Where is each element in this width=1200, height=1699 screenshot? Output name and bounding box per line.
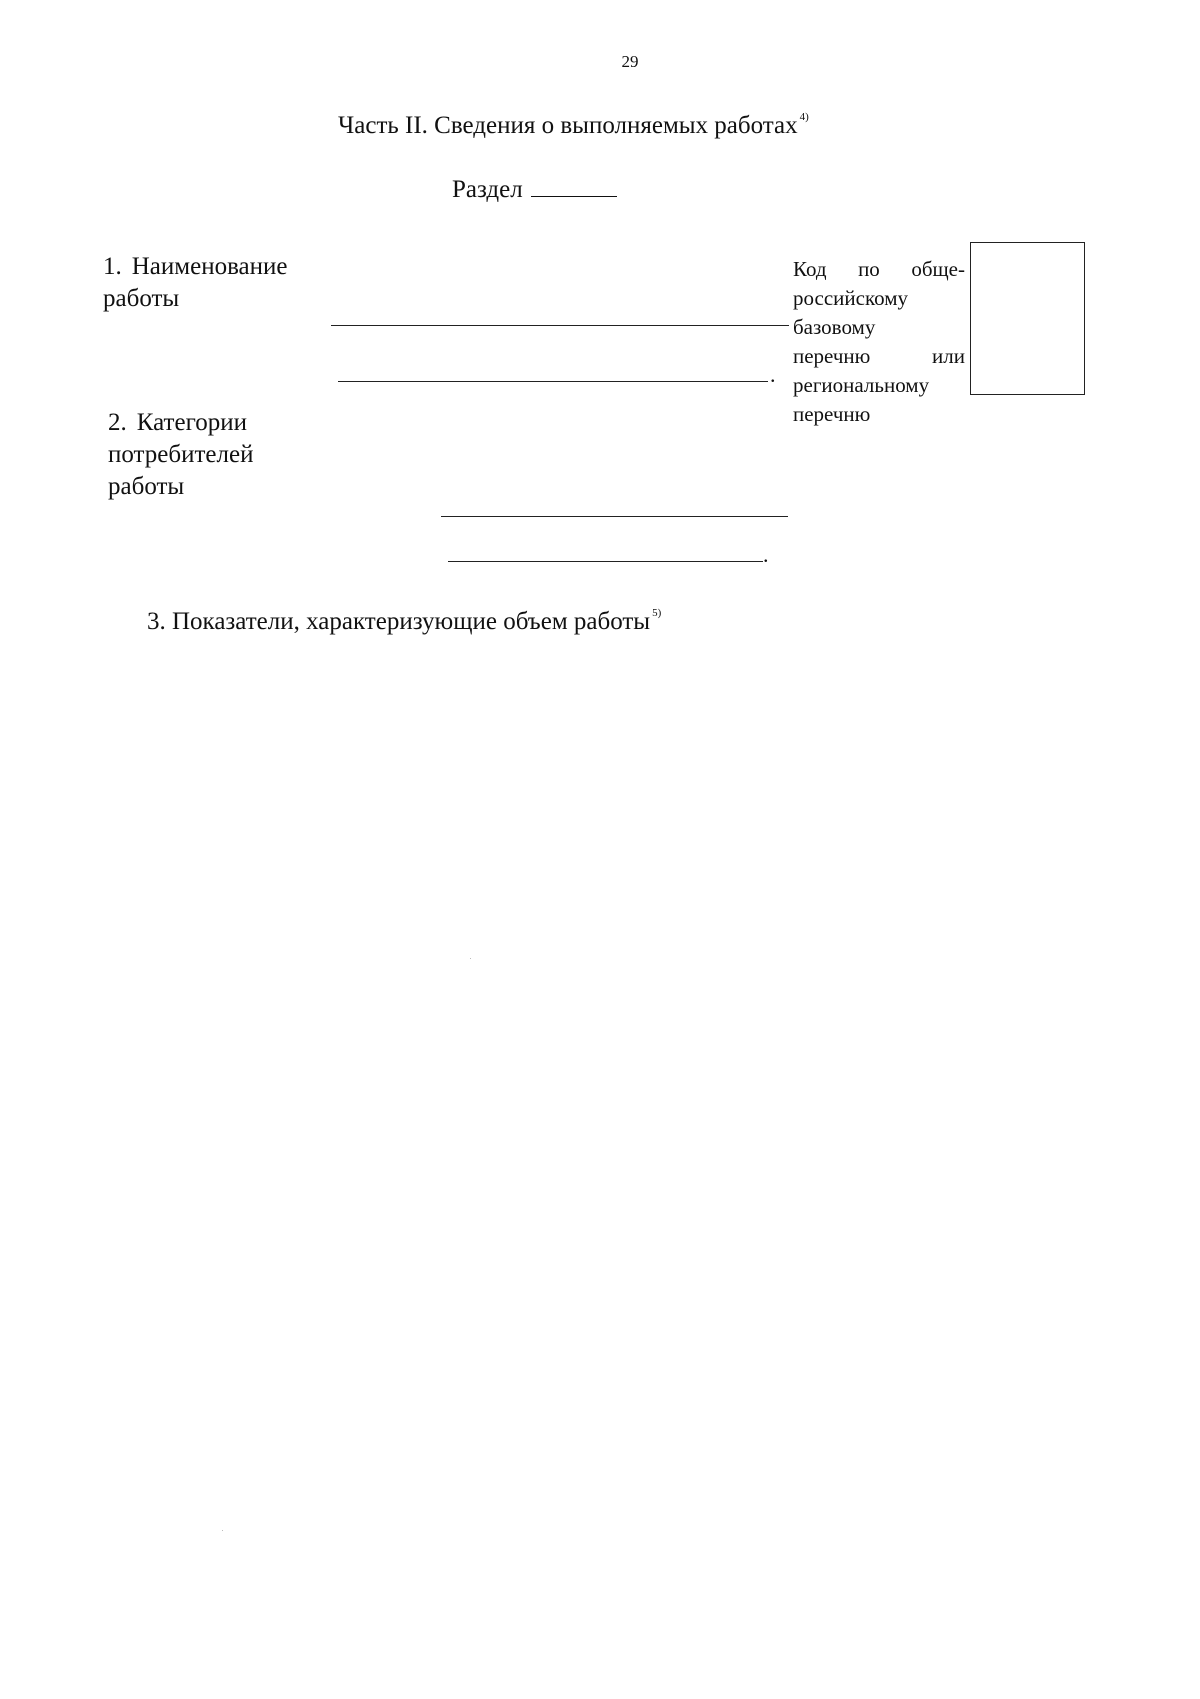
code-label-line5: региональному bbox=[793, 373, 930, 397]
work-name-end-mark: . bbox=[770, 362, 776, 387]
code-label-line6: перечню bbox=[793, 402, 871, 426]
consumer-categories-line2: потребителей bbox=[108, 441, 254, 468]
consumer-fill-line-2[interactable] bbox=[448, 561, 763, 562]
consumer-end-mark: . bbox=[763, 542, 769, 567]
consumer-fill-line-1[interactable] bbox=[441, 516, 788, 517]
consumer-categories-number: 2. bbox=[108, 409, 127, 436]
scan-speck bbox=[222, 1530, 223, 1531]
volume-indicators-footnote: 5) bbox=[652, 606, 662, 619]
consumer-categories-line3: работы bbox=[108, 473, 185, 500]
section-heading bbox=[452, 176, 617, 204]
code-label-line1: Код по обще- bbox=[793, 257, 965, 281]
part-title bbox=[338, 112, 809, 140]
section-number-blank[interactable] bbox=[531, 178, 617, 197]
section-label: Раздел bbox=[452, 176, 523, 203]
code-label-line2: российскому bbox=[793, 286, 908, 310]
work-name-label-line1: Наименование bbox=[131, 253, 288, 280]
volume-indicators-text: 3. Показатели, характеризующие объем работы bbox=[147, 608, 651, 635]
work-name-fill-line-2[interactable] bbox=[338, 381, 768, 382]
work-name-fill-line-1[interactable] bbox=[331, 325, 789, 326]
part-title-footnote: 4) bbox=[799, 110, 809, 123]
code-label-line4: перечню или bbox=[793, 344, 965, 368]
code-label-line3: базовому bbox=[793, 315, 876, 339]
code-label bbox=[793, 255, 965, 429]
part-title-text: Часть II. Сведения о выполняемых работах bbox=[338, 112, 798, 139]
work-name-label-line2: работы bbox=[103, 285, 180, 312]
consumer-categories-label bbox=[108, 407, 308, 503]
consumer-categories-line1: Категории bbox=[136, 409, 247, 436]
work-name-label bbox=[103, 251, 343, 315]
volume-indicators-heading bbox=[147, 608, 661, 636]
scan-speck bbox=[470, 958, 471, 959]
code-input-box[interactable] bbox=[970, 242, 1085, 395]
page-number: 29 bbox=[621, 52, 639, 71]
work-name-number: 1. bbox=[103, 253, 122, 280]
